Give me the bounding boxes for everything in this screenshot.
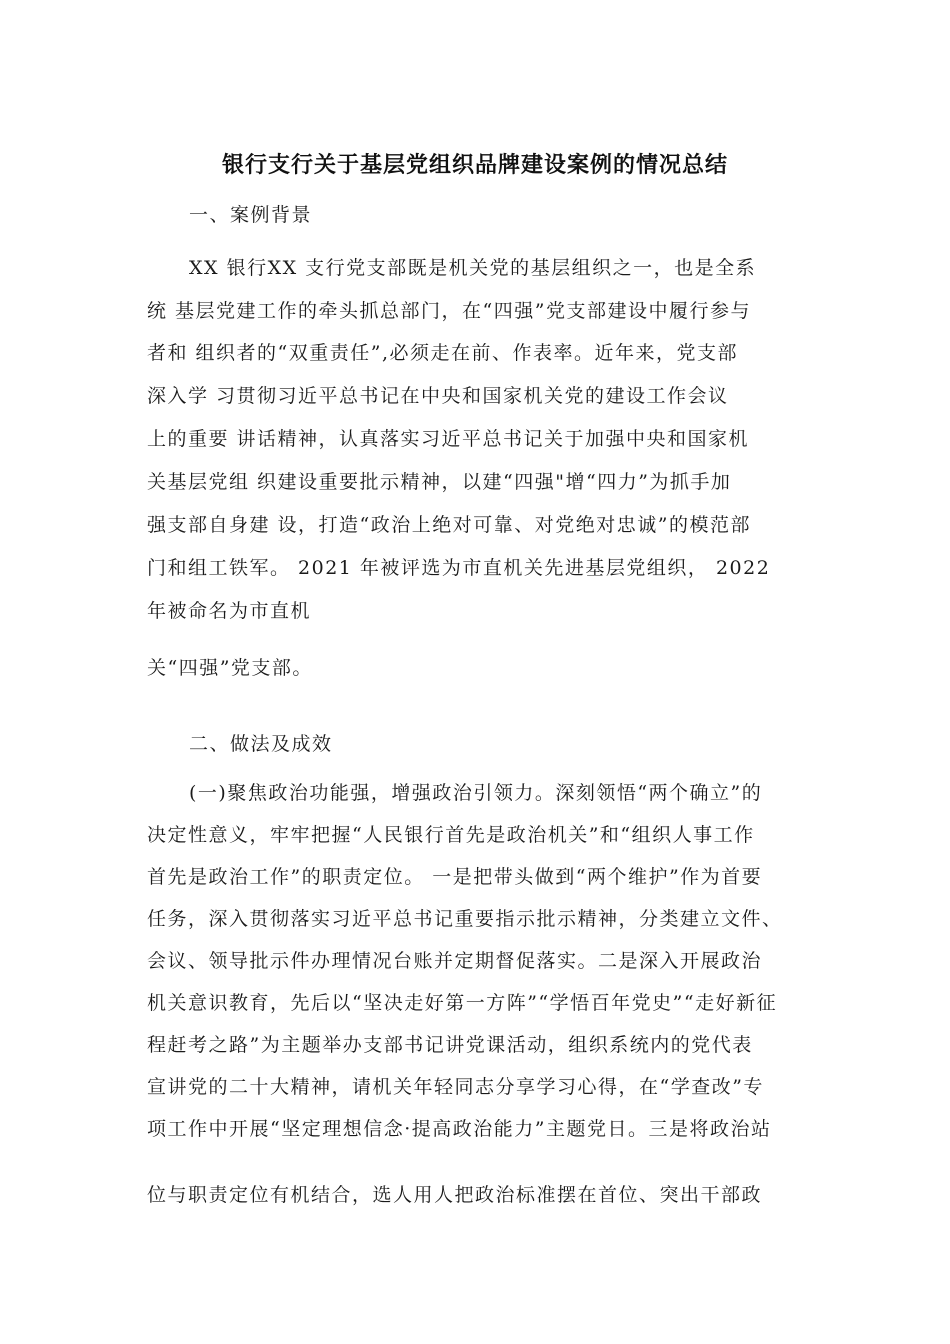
paragraph-line: (一)聚焦政治功能强，增强政治引领力。深刻领悟“两个确立”的 [189, 782, 763, 804]
paragraph-line: 强支部自身建 设，打造“政治上绝对可靠、对党绝对忠诚”的模范部 [147, 514, 751, 536]
paragraph-line: XX 银行XX 支行党支部既是机关党的基层组织之一，也是全系 [189, 257, 757, 279]
paragraph-line: 会议、领导批示件办理情况台账并定期督促落实。二是深入开展政治 [147, 950, 763, 972]
paragraph-line: 首先是政治工作”的职责定位。 一是把带头做到“两个维护”作为首要 [147, 866, 763, 888]
paragraph-line: 深入学 习贯彻习近平总书记在中央和国家机关党的建设工作会议 [147, 385, 729, 407]
paragraph-line: 关“四强”党支部。 [147, 657, 313, 679]
paragraph-line: 关基层党组 织建设重要批示精神，以建“四强"增“四力”为抓手加 [147, 471, 732, 493]
paragraph-line: 程赶考之路”为主题举办支部书记讲党课活动，组织系统内的党代表 [147, 1034, 753, 1056]
paragraph-line: 决定性意义，牢牢把握“人民银行首先是政治机关”和“组织人事工作 [147, 824, 755, 846]
paragraph-line: 年被命名为市直机 [147, 600, 312, 622]
section-heading-practices: 二、做法及成效 [189, 733, 333, 755]
section-heading-background: 一、案例背景 [189, 204, 313, 226]
paragraph-line: 门和组工铁军。 2021 年被评选为市直机关先进基层党组织， 2022 [147, 557, 771, 579]
document-title: 银行支行关于基层党组织品牌建设案例的情况总结 [221, 153, 728, 178]
paragraph-line: 宣讲党的二十大精神，请机关年轻同志分享学习心得，在“学查改”专 [147, 1076, 764, 1098]
paragraph-line: 者和 组织者的“双重责任”,必须走在前、作表率。近年来，党支部 [147, 342, 739, 364]
paragraph-line: 任务，深入贯彻落实习近平总书记重要指示批示精神，分类建立文件、 [147, 908, 783, 930]
paragraph-line: 机关意识教育，先后以“坚决走好第一方阵”“学悟百年党史”“走好新征 [147, 992, 778, 1014]
paragraph-line: 统 基层党建工作的牵头抓总部门，在“四强”党支部建设中履行参与 [147, 300, 751, 322]
paragraph-line: 上的重要 讲话精神，认真落实习近平总书记关于加强中央和国家机 [147, 428, 750, 450]
paragraph-line: 项工作中开展“坚定理想信念·提高政治能力”主题党日。三是将政治站 [147, 1118, 772, 1140]
paragraph-line: 位与职责定位有机结合，选人用人把政治标准摆在首位、突出干部政 [147, 1184, 763, 1206]
